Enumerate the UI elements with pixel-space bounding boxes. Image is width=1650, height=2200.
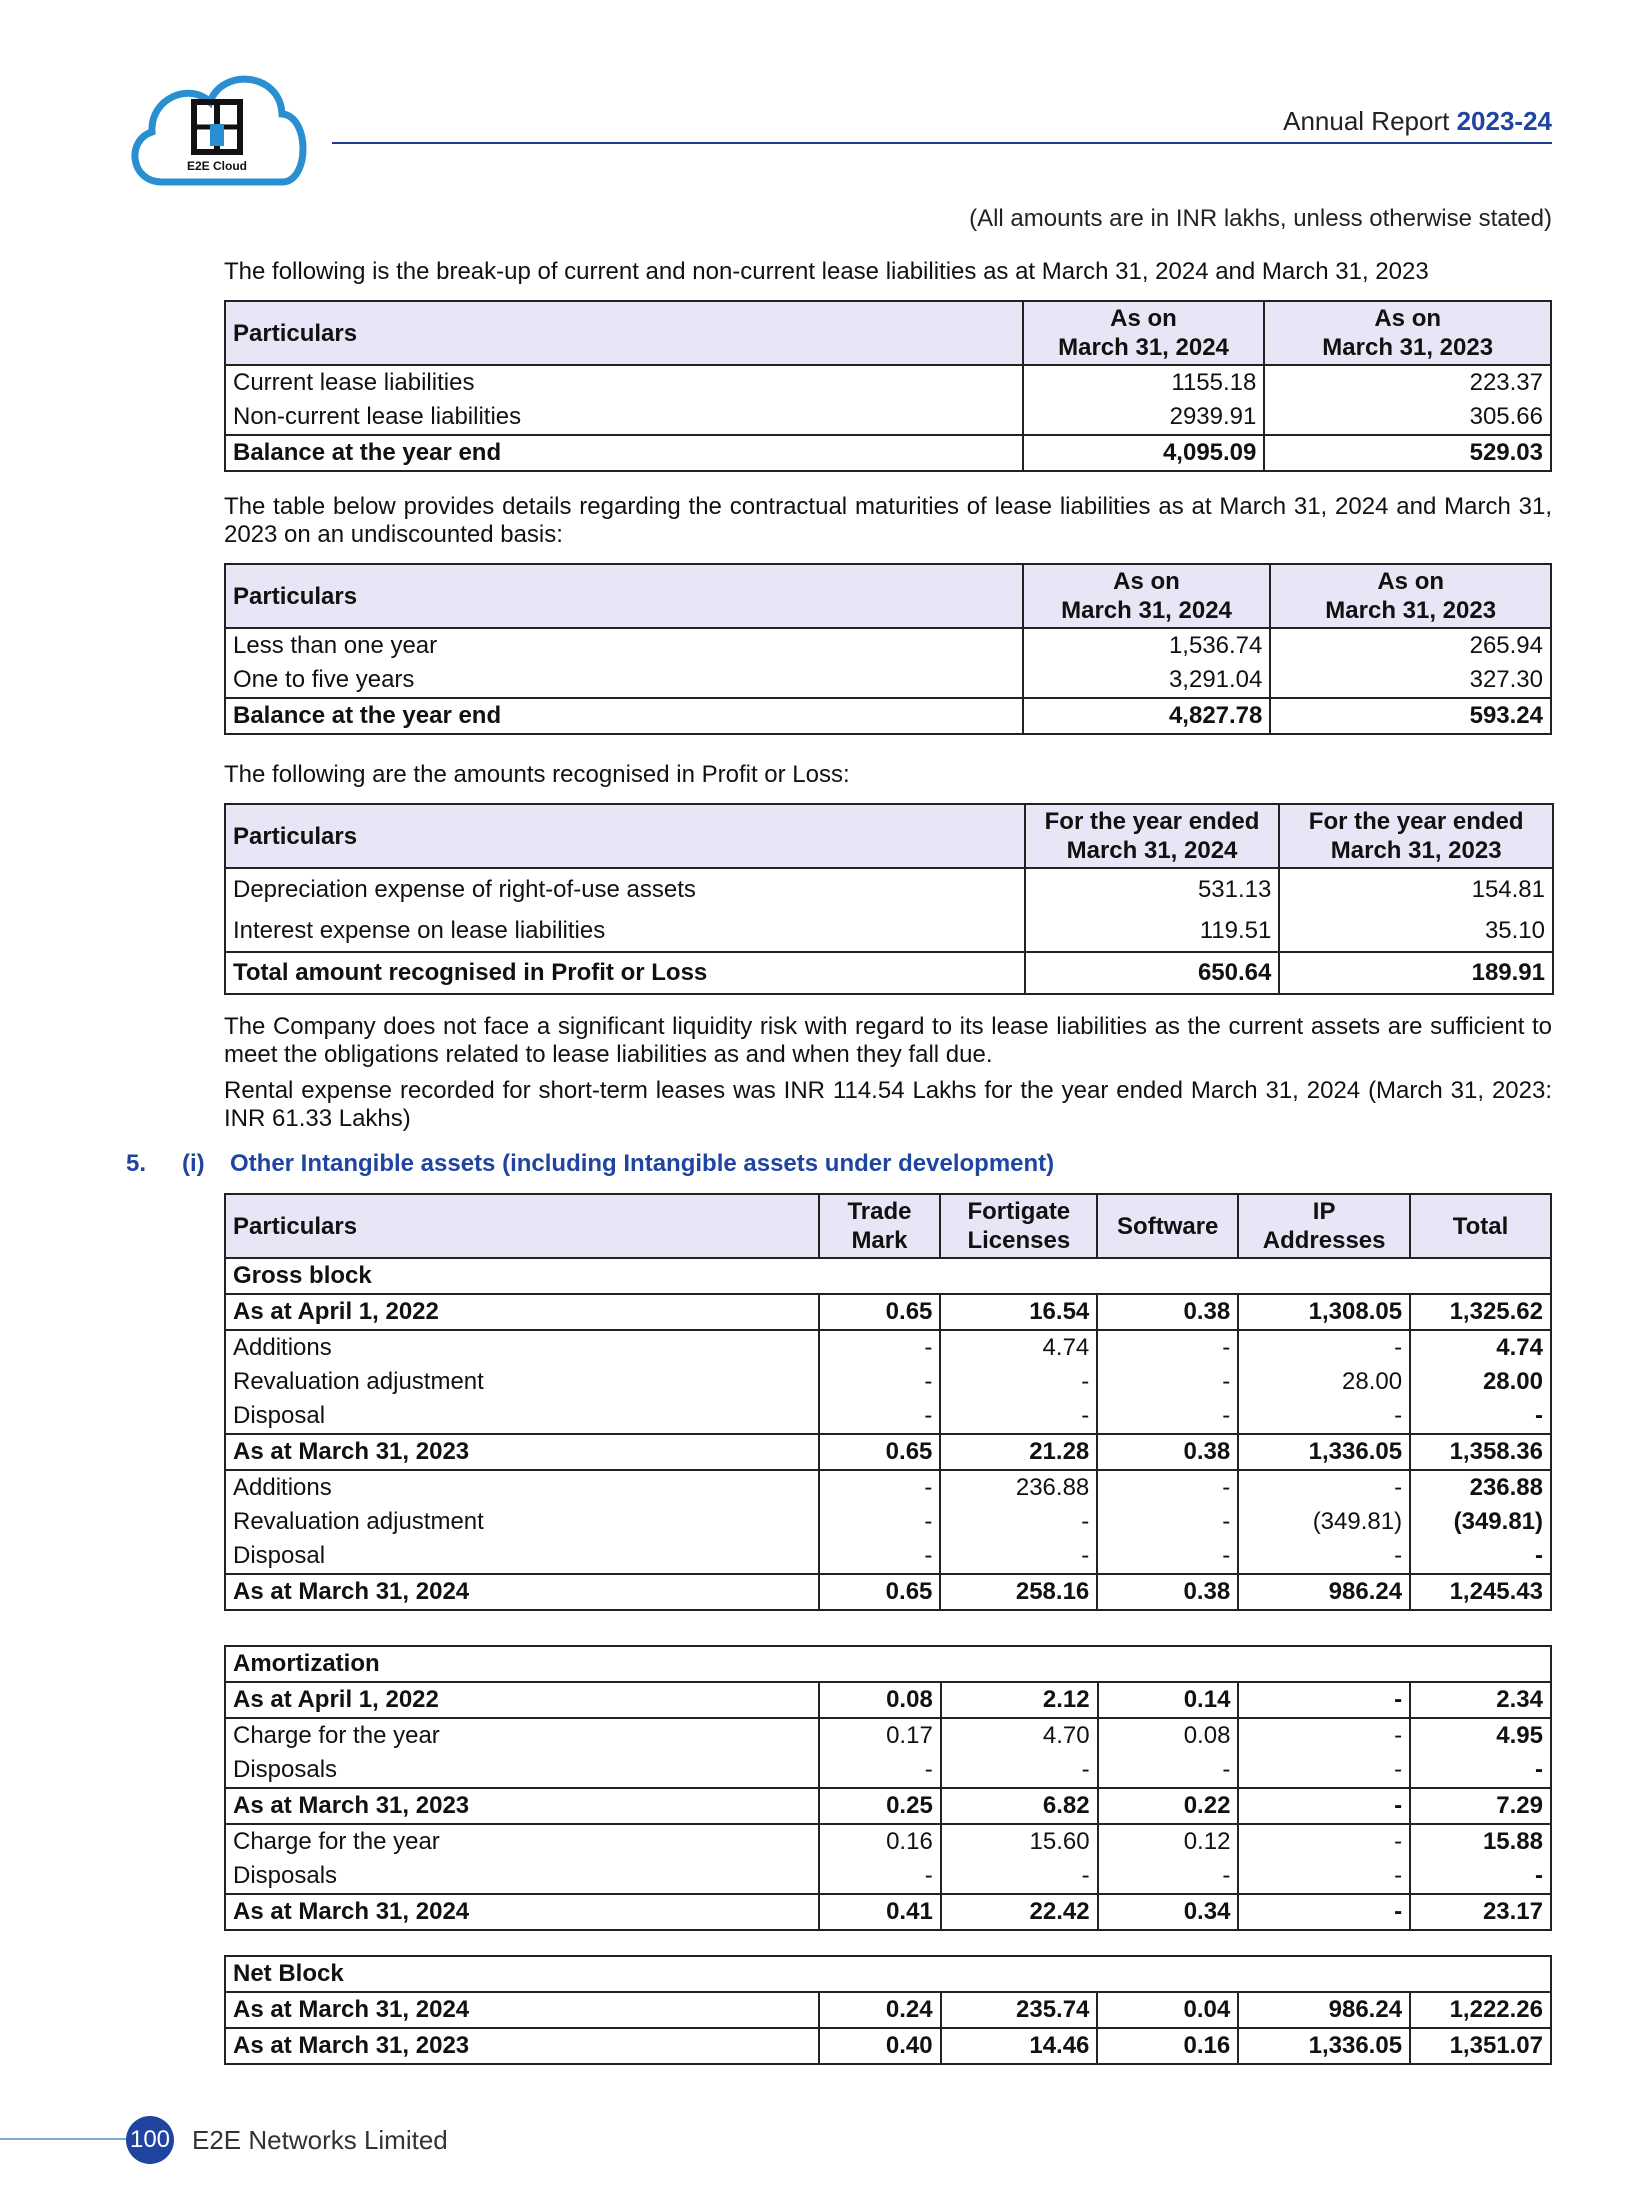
row-label: Charge for the year — [225, 1718, 819, 1753]
col-header-total: Total — [1410, 1194, 1551, 1258]
cell-value: - — [1098, 1753, 1239, 1788]
row-label: Depreciation expense of right-of-use assets — [225, 868, 1025, 910]
table-row — [225, 1574, 1551, 1610]
profit-loss-table — [224, 803, 1554, 995]
cell-value: 2939.91 — [1023, 400, 1265, 435]
cell-value: 1,336.05 — [1238, 1434, 1410, 1470]
table-row — [225, 1294, 1551, 1330]
cell-value: (349.81) — [1238, 1505, 1410, 1539]
cell-value: - — [940, 1365, 1097, 1399]
cell-value: - — [1238, 1682, 1410, 1718]
cell-value: 14.46 — [941, 2028, 1098, 2064]
cell-value: 327.30 — [1270, 663, 1551, 698]
row-label: Less than one year — [225, 628, 1023, 663]
table-row — [225, 663, 1551, 698]
table-header-row — [225, 804, 1553, 868]
row-label: As at March 31, 2024 — [225, 1992, 819, 2028]
maturity-intro: The table below provides details regarding the contractual maturities of lease liabilities as at March 31, 2024 and March 31, 2023 on an undiscounted basis: — [224, 493, 1552, 548]
cell-value: 1,222.26 — [1410, 1992, 1551, 2028]
cell-value: 28.00 — [1238, 1365, 1410, 1399]
section-number: 5. — [126, 1150, 147, 1177]
cell-value: - — [819, 1505, 941, 1539]
cell-value: - — [940, 1505, 1097, 1539]
cell-value: 650.64 — [1025, 952, 1280, 994]
cell-value: 0.25 — [819, 1788, 941, 1824]
table-row — [225, 1682, 1551, 1718]
cell-value: 2.34 — [1410, 1682, 1551, 1718]
row-label: Revaluation adjustment — [225, 1505, 819, 1539]
table-row — [225, 1505, 1551, 1539]
cell-value: - — [1410, 1859, 1551, 1894]
cell-value: 4.74 — [1410, 1330, 1551, 1365]
col-header-trade-mark: Trade Mark — [819, 1194, 941, 1258]
cell-value: 265.94 — [1270, 628, 1551, 663]
cell-value: 986.24 — [1238, 1574, 1410, 1610]
col-header-particulars: Particulars — [225, 804, 1025, 868]
amortization-rows — [225, 1682, 1551, 1930]
cell-value: 15.88 — [1410, 1824, 1551, 1859]
cell-value: 6.82 — [941, 1788, 1098, 1824]
cell-value: 1,325.62 — [1410, 1294, 1551, 1330]
cell-value: 4,095.09 — [1023, 435, 1265, 471]
table-row — [225, 1718, 1551, 1753]
cell-value: 7.29 — [1410, 1788, 1551, 1824]
cell-value: 16.54 — [940, 1294, 1097, 1330]
cell-value: 0.22 — [1098, 1788, 1239, 1824]
cell-value: 0.65 — [819, 1294, 941, 1330]
cell-value: - — [1097, 1505, 1238, 1539]
table-row — [225, 1992, 1551, 2028]
row-label: Disposals — [225, 1753, 819, 1788]
col-header-software: Software — [1097, 1194, 1238, 1258]
cell-value: - — [941, 1753, 1098, 1788]
col-header-fortigate: Fortigate Licenses — [940, 1194, 1097, 1258]
cell-value: 0.40 — [819, 2028, 941, 2064]
cell-value: 0.38 — [1097, 1294, 1238, 1330]
table-row — [225, 910, 1553, 952]
row-label: As at April 1, 2022 — [225, 1682, 819, 1718]
cell-value: - — [1238, 1788, 1410, 1824]
section-label: Gross block — [225, 1258, 1551, 1294]
cell-value: (349.81) — [1410, 1505, 1551, 1539]
cell-value: 189.91 — [1279, 952, 1553, 994]
row-label: Balance at the year end — [225, 435, 1023, 471]
section-subnumber: (i) — [182, 1150, 205, 1177]
cell-value: 1,336.05 — [1238, 2028, 1410, 2064]
col-header-2024: For the year ended March 31, 2024 — [1025, 804, 1280, 868]
col-header-2024: As on March 31, 2024 — [1023, 301, 1265, 365]
cell-value: - — [1097, 1539, 1238, 1574]
table-row — [225, 1330, 1551, 1365]
table-row — [225, 1470, 1551, 1505]
row-label: Disposals — [225, 1859, 819, 1894]
cell-value: 236.88 — [940, 1470, 1097, 1505]
cell-value: 1,245.43 — [1410, 1574, 1551, 1610]
e2e-cloud-logo — [122, 60, 312, 190]
cell-value: 0.14 — [1098, 1682, 1239, 1718]
cell-value: 22.42 — [941, 1894, 1098, 1930]
cell-value: 4,827.78 — [1023, 698, 1271, 734]
cell-value: - — [1238, 1894, 1410, 1930]
col-header-ip-addresses: IP Addresses — [1238, 1194, 1410, 1258]
col-header-particulars: Particulars — [225, 301, 1023, 365]
col-header-2023: For the year ended March 31, 2023 — [1279, 804, 1553, 868]
cell-value: 1,536.74 — [1023, 628, 1271, 663]
header-rule — [332, 142, 1552, 144]
cell-value: 223.37 — [1264, 365, 1551, 400]
cell-value: 0.16 — [1097, 2028, 1238, 2064]
rental-expense-note: Rental expense recorded for short-term leases was INR 114.54 Lakhs for the year ended March 31, 2024 (March 31, 2023: INR 61.33 Lakhs) — [224, 1077, 1552, 1132]
cell-value: 4.70 — [941, 1718, 1098, 1753]
cell-value: 0.17 — [819, 1718, 941, 1753]
section-label: Amortization — [225, 1646, 1551, 1682]
table-header-row — [225, 301, 1551, 365]
col-header-particulars: Particulars — [225, 564, 1023, 628]
cell-value: - — [1238, 1859, 1410, 1894]
cell-value: 0.34 — [1098, 1894, 1239, 1930]
cell-value: 21.28 — [940, 1434, 1097, 1470]
cell-value: 529.03 — [1264, 435, 1551, 471]
cell-value: - — [1410, 1399, 1551, 1434]
cell-value: 0.08 — [1098, 1718, 1239, 1753]
table-row — [225, 1753, 1551, 1788]
footer-company-name: E2E Networks Limited — [192, 2125, 448, 2155]
row-label: As at March 31, 2024 — [225, 1574, 819, 1610]
cell-value: 0.24 — [819, 1992, 941, 2028]
cell-value: 236.88 — [1410, 1470, 1551, 1505]
cell-value: - — [1238, 1824, 1410, 1859]
table-row — [225, 1399, 1551, 1434]
cell-value: 1,358.36 — [1410, 1434, 1551, 1470]
cell-value: - — [1097, 1470, 1238, 1505]
cell-value: - — [819, 1365, 941, 1399]
cell-value: 0.12 — [1098, 1824, 1239, 1859]
cell-value: - — [940, 1539, 1097, 1574]
table-row — [225, 365, 1551, 400]
table-row — [225, 1539, 1551, 1574]
amounts-note: (All amounts are in INR lakhs, unless otherwise stated) — [969, 205, 1552, 232]
table-row — [225, 400, 1551, 435]
cell-value: 531.13 — [1025, 868, 1280, 910]
section-row-amortization — [225, 1646, 1551, 1682]
logo-text: E2E Cloud — [186, 159, 248, 173]
row-label: Revaluation adjustment — [225, 1365, 819, 1399]
row-label: As at March 31, 2024 — [225, 1894, 819, 1930]
table-row — [225, 1894, 1551, 1930]
col-header-2024: As on March 31, 2024 — [1023, 564, 1271, 628]
cell-value: - — [1238, 1399, 1410, 1434]
lease-maturity-table — [224, 563, 1552, 735]
col-header-2023: As on March 31, 2023 — [1264, 301, 1551, 365]
cell-value: - — [1098, 1859, 1239, 1894]
table-row — [225, 1788, 1551, 1824]
cell-value: 154.81 — [1279, 868, 1553, 910]
gross-block-rows — [225, 1294, 1551, 1610]
cell-value: 593.24 — [1270, 698, 1551, 734]
net-block-rows — [225, 1992, 1551, 2064]
table-row — [225, 868, 1553, 910]
cell-value: - — [1238, 1470, 1410, 1505]
cell-value: - — [819, 1859, 941, 1894]
col-header-2023: As on March 31, 2023 — [1270, 564, 1551, 628]
cell-value: - — [819, 1470, 941, 1505]
cell-value: - — [1238, 1753, 1410, 1788]
row-label: As at March 31, 2023 — [225, 1788, 819, 1824]
section-label: Net Block — [225, 1956, 1551, 1992]
row-label: As at April 1, 2022 — [225, 1294, 819, 1330]
section-row-net-block — [225, 1956, 1551, 1992]
table-row — [225, 1365, 1551, 1399]
page-number-badge: 100 — [126, 2116, 174, 2164]
cell-value: 1,308.05 — [1238, 1294, 1410, 1330]
table-row — [225, 628, 1551, 663]
section-row-gross-block — [225, 1258, 1551, 1294]
row-label: Non-current lease liabilities — [225, 400, 1023, 435]
lease-liabilities-table — [224, 300, 1552, 472]
report-title-text: Annual Report — [1283, 106, 1457, 136]
table-total-row — [225, 698, 1551, 734]
cell-value: - — [819, 1399, 941, 1434]
liquidity-risk-note: The Company does not face a significant liquidity risk with regard to its lease liabilities as the current assets are sufficient to meet the obligations related to lease liabilities as and when they fall due. — [224, 1013, 1552, 1068]
col-header-particulars: Particulars — [225, 1194, 819, 1258]
row-label: Disposal — [225, 1399, 819, 1434]
cell-value: - — [1410, 1753, 1551, 1788]
cell-value: 0.16 — [819, 1824, 941, 1859]
cell-value: 23.17 — [1410, 1894, 1551, 1930]
row-label: Interest expense on lease liabilities — [225, 910, 1025, 952]
cell-value: - — [1238, 1539, 1410, 1574]
cell-value: - — [1238, 1330, 1410, 1365]
row-label: As at March 31, 2023 — [225, 1434, 819, 1470]
cell-value: 0.65 — [819, 1434, 941, 1470]
cell-value: - — [1097, 1330, 1238, 1365]
cell-value: 0.08 — [819, 1682, 941, 1718]
cell-value: 986.24 — [1238, 1992, 1410, 2028]
table-row — [225, 1824, 1551, 1859]
cell-value: 258.16 — [940, 1574, 1097, 1610]
table-total-row — [225, 952, 1553, 994]
intangible-gross-block-table — [224, 1193, 1552, 1611]
table-total-row — [225, 435, 1551, 471]
footer-rule — [0, 2138, 130, 2140]
cell-value: - — [1097, 1365, 1238, 1399]
cell-value: 1,351.07 — [1410, 2028, 1551, 2064]
cell-value: - — [1097, 1399, 1238, 1434]
cell-value: - — [819, 1539, 941, 1574]
cell-value: - — [941, 1859, 1098, 1894]
cell-value: 2.12 — [941, 1682, 1098, 1718]
row-label: Charge for the year — [225, 1824, 819, 1859]
cell-value: 15.60 — [941, 1824, 1098, 1859]
intangible-amortization-table — [224, 1645, 1552, 1931]
row-label: Additions — [225, 1470, 819, 1505]
report-title — [1283, 106, 1552, 137]
profit-loss-intro: The following are the amounts recognised in Profit or Loss: — [224, 761, 850, 788]
cell-value: 3,291.04 — [1023, 663, 1271, 698]
table-row — [225, 1434, 1551, 1470]
report-year: 2023-24 — [1456, 106, 1552, 136]
cell-value: 0.65 — [819, 1574, 941, 1610]
cell-value: 4.74 — [940, 1330, 1097, 1365]
cell-value: 0.38 — [1097, 1434, 1238, 1470]
row-label: Disposal — [225, 1539, 819, 1574]
row-label: Balance at the year end — [225, 698, 1023, 734]
cell-value: 0.41 — [819, 1894, 941, 1930]
table-row — [225, 2028, 1551, 2064]
row-label: As at March 31, 2023 — [225, 2028, 819, 2064]
table-header-row — [225, 564, 1551, 628]
cell-value: - — [819, 1330, 941, 1365]
table-row — [225, 1859, 1551, 1894]
cell-value: - — [819, 1753, 941, 1788]
section-title: Other Intangible assets (including Intangible assets under development) — [230, 1150, 1055, 1177]
cell-value: 28.00 — [1410, 1365, 1551, 1399]
cell-value: 0.38 — [1097, 1574, 1238, 1610]
row-label: Additions — [225, 1330, 819, 1365]
cell-value: - — [1410, 1539, 1551, 1574]
cell-value: - — [1238, 1718, 1410, 1753]
cell-value: 4.95 — [1410, 1718, 1551, 1753]
table-header-row — [225, 1194, 1551, 1258]
cell-value: 305.66 — [1264, 400, 1551, 435]
intangible-net-block-table — [224, 1955, 1552, 2065]
cell-value: 0.04 — [1097, 1992, 1238, 2028]
cell-value: - — [940, 1399, 1097, 1434]
cell-value: 235.74 — [941, 1992, 1098, 2028]
lease-breakup-intro: The following is the break-up of current and non-current lease liabilities as at March 31, 2024 and March 31, 2023 — [224, 258, 1429, 285]
cell-value: 1155.18 — [1023, 365, 1265, 400]
row-label: One to five years — [225, 663, 1023, 698]
row-label: Total amount recognised in Profit or Loss — [225, 952, 1025, 994]
cell-value: 119.51 — [1025, 910, 1280, 952]
cell-value: 35.10 — [1279, 910, 1553, 952]
row-label: Current lease liabilities — [225, 365, 1023, 400]
